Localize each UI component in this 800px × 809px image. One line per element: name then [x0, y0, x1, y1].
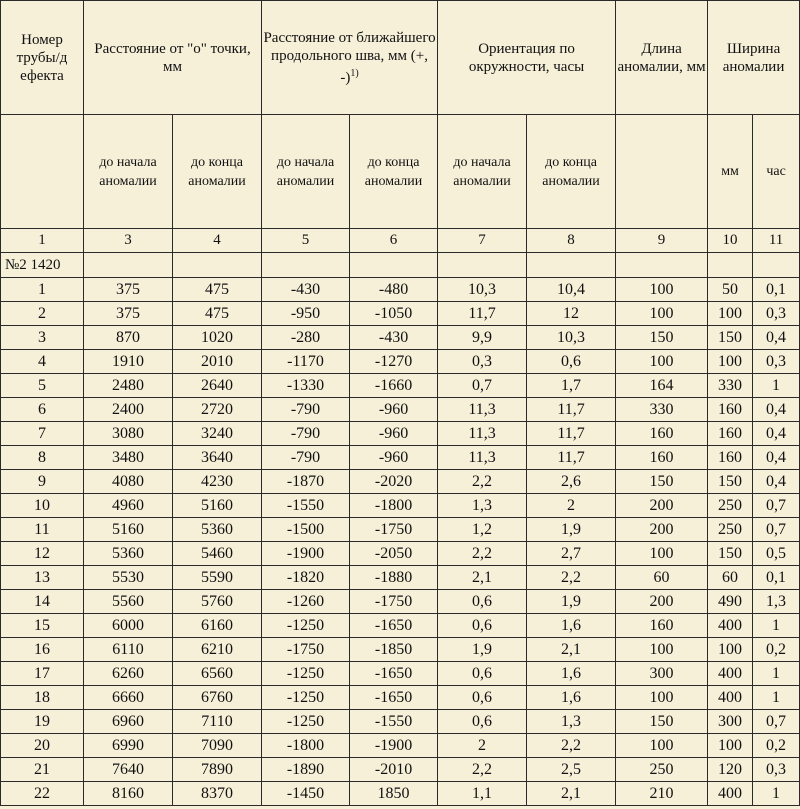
cell-orient-end: 1,7 [527, 374, 616, 398]
cell-width-hour: 0,4 [753, 398, 800, 422]
cell-dist-o-end: 7090 [173, 734, 262, 758]
cell-seam-start: -1450 [262, 782, 350, 806]
cell-length: 100 [616, 278, 708, 302]
table-row [1, 614, 800, 638]
cell-width-hour: 1 [753, 662, 800, 686]
cell-orient-start: 0,6 [438, 662, 527, 686]
cell-width-mm: 330 [708, 374, 753, 398]
cell-seam-start: -1870 [262, 470, 350, 494]
cell-orient-start: 11,3 [438, 398, 527, 422]
cell-dist-o-start: 870 [84, 326, 173, 350]
cell-seam-end: -960 [350, 446, 438, 470]
cell-length: 150 [616, 470, 708, 494]
cell-seam-end: -1650 [350, 614, 438, 638]
cell-orient-start: 11,3 [438, 422, 527, 446]
table-row [1, 638, 800, 662]
header-row-main [1, 1, 800, 115]
cell-width-hour: 0,4 [753, 470, 800, 494]
cell-length: 164 [616, 374, 708, 398]
cell-seam-end: -2050 [350, 542, 438, 566]
table-row [1, 278, 800, 302]
table-row [1, 782, 800, 806]
cell-dist-o-start: 375 [84, 278, 173, 302]
cell-orient-end: 1,9 [527, 518, 616, 542]
cell-dist-o-start: 2400 [84, 398, 173, 422]
cell-width-mm: 150 [708, 326, 753, 350]
cell-dist-o-start: 2480 [84, 374, 173, 398]
cell-length: 60 [616, 566, 708, 590]
cell-dist-o-end: 1020 [173, 326, 262, 350]
cell-orient-start: 0,6 [438, 590, 527, 614]
cell-dist-o-end: 5360 [173, 518, 262, 542]
cell-dist-o-start: 6660 [84, 686, 173, 710]
cell-orient-start: 0,6 [438, 710, 527, 734]
cell-orient-end: 2,7 [527, 542, 616, 566]
cell-seam-start: -430 [262, 278, 350, 302]
cell-orient-start: 10,3 [438, 278, 527, 302]
column-number: 3 [84, 229, 173, 253]
cell-dist-o-end: 6160 [173, 614, 262, 638]
table-row [1, 710, 800, 734]
header-length: Длина аномалии, мм [616, 1, 708, 115]
header-distance-from-o: Расстояние от "о" точки, мм [84, 1, 262, 115]
table-row [1, 590, 800, 614]
table-row [1, 302, 800, 326]
cell-seam-start: -950 [262, 302, 350, 326]
cell-seam-end: -2020 [350, 470, 438, 494]
table-row [1, 494, 800, 518]
subheader-orient-end: до конца аномалии [527, 115, 616, 229]
cell-width-mm: 100 [708, 350, 753, 374]
cell-seam-end: -1750 [350, 590, 438, 614]
cell-defect-no: 8 [1, 446, 84, 470]
cell-defect-no: 7 [1, 422, 84, 446]
cell-orient-start: 0,7 [438, 374, 527, 398]
cell-width-mm: 160 [708, 446, 753, 470]
cell-seam-start: -1250 [262, 662, 350, 686]
cell-dist-o-start: 4080 [84, 470, 173, 494]
cell-dist-o-end: 4230 [173, 470, 262, 494]
cell-defect-no: 10 [1, 494, 84, 518]
cell-dist-o-end: 6760 [173, 686, 262, 710]
cell-seam-end: -960 [350, 398, 438, 422]
cell-width-hour: 0,4 [753, 446, 800, 470]
table-row [1, 470, 800, 494]
cell-defect-no: 13 [1, 566, 84, 590]
cell-width-mm: 400 [708, 614, 753, 638]
cell-seam-start: -1550 [262, 494, 350, 518]
cell-dist-o-start: 6000 [84, 614, 173, 638]
subheader-orient-start: до начала аномалии [438, 115, 527, 229]
cell-dist-o-end: 2640 [173, 374, 262, 398]
subheader-width-hour: час [753, 115, 800, 229]
cell-orient-end: 10,4 [527, 278, 616, 302]
subheader-seam-start: до начала аномалии [262, 115, 350, 229]
cell-width-mm: 250 [708, 518, 753, 542]
cell-length: 100 [616, 542, 708, 566]
table-row [1, 398, 800, 422]
cell-seam-end: -1650 [350, 686, 438, 710]
cell-dist-o-start: 4960 [84, 494, 173, 518]
cell-seam-start: -1800 [262, 734, 350, 758]
cell-width-mm: 400 [708, 782, 753, 806]
cell-orient-end: 1,6 [527, 614, 616, 638]
cell-width-hour: 0,3 [753, 758, 800, 782]
cell-seam-end: -1850 [350, 638, 438, 662]
cell-seam-start: -790 [262, 422, 350, 446]
cell-width-mm: 160 [708, 422, 753, 446]
table-row [1, 662, 800, 686]
cell-width-hour: 1,3 [753, 590, 800, 614]
cell-width-mm: 150 [708, 542, 753, 566]
cell-seam-end: -480 [350, 278, 438, 302]
cell-orient-start: 1,2 [438, 518, 527, 542]
table-row [1, 542, 800, 566]
cell-length: 160 [616, 614, 708, 638]
cell-orient-end: 0,6 [527, 350, 616, 374]
cell-length: 330 [616, 398, 708, 422]
cell-defect-no: 9 [1, 470, 84, 494]
cell-length: 200 [616, 590, 708, 614]
cell-orient-start: 9,9 [438, 326, 527, 350]
cell-width-mm: 100 [708, 734, 753, 758]
cell-length: 210 [616, 782, 708, 806]
cell-defect-no: 16 [1, 638, 84, 662]
cell-orient-end: 2,1 [527, 638, 616, 662]
cell-seam-end: -1900 [350, 734, 438, 758]
column-number: 6 [350, 229, 438, 253]
cell-dist-o-start: 5160 [84, 518, 173, 542]
table-row [1, 566, 800, 590]
cell-length: 100 [616, 686, 708, 710]
cell-seam-end: -1270 [350, 350, 438, 374]
cell-orient-start: 0,6 [438, 614, 527, 638]
cell-orient-end: 1,3 [527, 710, 616, 734]
cell-length: 150 [616, 710, 708, 734]
cell-orient-start: 2,2 [438, 470, 527, 494]
header-row-sub [1, 115, 800, 229]
cell-seam-start: -1250 [262, 614, 350, 638]
cell-defect-no: 20 [1, 734, 84, 758]
table-row [1, 518, 800, 542]
cell-orient-start: 1,3 [438, 494, 527, 518]
subheader-empty-pipe [1, 115, 84, 229]
cell-dist-o-end: 5760 [173, 590, 262, 614]
cell-length: 100 [616, 734, 708, 758]
group-row [1, 253, 800, 278]
cell-orient-start: 2,2 [438, 758, 527, 782]
cell-seam-end: -430 [350, 326, 438, 350]
cell-defect-no: 6 [1, 398, 84, 422]
cell-width-mm: 50 [708, 278, 753, 302]
cell-width-mm: 100 [708, 302, 753, 326]
column-number: 9 [616, 229, 708, 253]
cell-orient-start: 0,6 [438, 686, 527, 710]
cell-dist-o-start: 6960 [84, 710, 173, 734]
subheader-dist-o-start: до начала аномалии [84, 115, 173, 229]
header-distance-from-seam [262, 1, 438, 115]
column-number: 5 [262, 229, 350, 253]
cell-orient-end: 2,5 [527, 758, 616, 782]
cell-length: 200 [616, 494, 708, 518]
cell-seam-start: -1750 [262, 638, 350, 662]
cell-seam-end: -1550 [350, 710, 438, 734]
column-number-row [1, 229, 800, 253]
cell-width-mm: 150 [708, 470, 753, 494]
cell-orient-start: 2,2 [438, 542, 527, 566]
cell-orient-end: 11,7 [527, 422, 616, 446]
cell-width-hour: 0,7 [753, 710, 800, 734]
cell-length: 160 [616, 422, 708, 446]
cell-seam-start: -1820 [262, 566, 350, 590]
cell-defect-no: 22 [1, 782, 84, 806]
header-orientation: Ориентация по окружности, часы [438, 1, 616, 115]
cell-seam-start: -790 [262, 398, 350, 422]
cell-defect-no: 17 [1, 662, 84, 686]
cell-orient-start: 0,3 [438, 350, 527, 374]
cell-defect-no: 3 [1, 326, 84, 350]
cell-seam-end: 1850 [350, 782, 438, 806]
cell-orient-end: 11,7 [527, 398, 616, 422]
cell-dist-o-end: 5590 [173, 566, 262, 590]
subheader-width-mm: мм [708, 115, 753, 229]
cell-orient-start: 11,3 [438, 446, 527, 470]
cell-width-hour: 0,4 [753, 422, 800, 446]
cell-dist-o-end: 6210 [173, 638, 262, 662]
cell-dist-o-start: 6110 [84, 638, 173, 662]
footnote-marker: 1) [350, 67, 359, 79]
table-row [1, 326, 800, 350]
cell-width-hour: 0,7 [753, 518, 800, 542]
column-number: 1 [1, 229, 84, 253]
cell-defect-no: 19 [1, 710, 84, 734]
cell-length: 160 [616, 446, 708, 470]
cell-orient-end: 1,6 [527, 686, 616, 710]
cell-width-hour: 0,2 [753, 734, 800, 758]
cell-defect-no: 1 [1, 278, 84, 302]
table-row [1, 686, 800, 710]
cell-width-hour: 0,7 [753, 494, 800, 518]
subheader-dist-o-end: до конца аномалии [173, 115, 262, 229]
cell-defect-no: 12 [1, 542, 84, 566]
cell-seam-start: -1250 [262, 686, 350, 710]
cell-width-mm: 300 [708, 710, 753, 734]
column-number: 11 [753, 229, 800, 253]
cell-seam-start: -280 [262, 326, 350, 350]
cell-defect-no: 18 [1, 686, 84, 710]
cell-seam-end: -1650 [350, 662, 438, 686]
cell-dist-o-start: 5530 [84, 566, 173, 590]
cell-width-hour: 0,2 [753, 638, 800, 662]
cell-orient-end: 2,1 [527, 782, 616, 806]
cell-dist-o-end: 2720 [173, 398, 262, 422]
cell-dist-o-start: 5560 [84, 590, 173, 614]
cell-seam-start: -1500 [262, 518, 350, 542]
cell-dist-o-end: 3240 [173, 422, 262, 446]
cell-dist-o-start: 6990 [84, 734, 173, 758]
cell-width-hour: 0,1 [753, 278, 800, 302]
header-pipe-no: Номер трубы/д ефекта [1, 1, 84, 115]
cell-seam-end: -1880 [350, 566, 438, 590]
cell-seam-start: -1330 [262, 374, 350, 398]
cell-defect-no: 5 [1, 374, 84, 398]
cell-width-hour: 1 [753, 686, 800, 710]
column-number: 8 [527, 229, 616, 253]
cell-orient-end: 10,3 [527, 326, 616, 350]
cell-defect-no: 11 [1, 518, 84, 542]
cell-orient-end: 2,6 [527, 470, 616, 494]
cell-seam-start: -1170 [262, 350, 350, 374]
cell-width-hour: 1 [753, 782, 800, 806]
cell-dist-o-start: 1910 [84, 350, 173, 374]
cell-orient-start: 2,1 [438, 566, 527, 590]
cell-width-mm: 160 [708, 398, 753, 422]
cell-dist-o-start: 3480 [84, 446, 173, 470]
table-row [1, 734, 800, 758]
cell-defect-no: 14 [1, 590, 84, 614]
cell-width-hour: 0,3 [753, 302, 800, 326]
header-distance-from-seam-text: Расстояние от ближайшего продольного шва, мм (+, -) [263, 29, 436, 86]
cell-seam-end: -1750 [350, 518, 438, 542]
table-row [1, 758, 800, 782]
table-row [1, 350, 800, 374]
cell-dist-o-end: 5160 [173, 494, 262, 518]
column-number: 4 [173, 229, 262, 253]
cell-dist-o-end: 5460 [173, 542, 262, 566]
cell-orient-end: 1,9 [527, 590, 616, 614]
cell-orient-end: 2,2 [527, 566, 616, 590]
cell-width-mm: 490 [708, 590, 753, 614]
cell-dist-o-end: 2010 [173, 350, 262, 374]
cell-length: 200 [616, 518, 708, 542]
table-row [1, 446, 800, 470]
cell-dist-o-end: 7890 [173, 758, 262, 782]
cell-width-mm: 400 [708, 662, 753, 686]
subheader-seam-end: до конца аномалии [350, 115, 438, 229]
cell-seam-start: -790 [262, 446, 350, 470]
cell-width-mm: 60 [708, 566, 753, 590]
cell-seam-end: -960 [350, 422, 438, 446]
cell-dist-o-end: 3640 [173, 446, 262, 470]
cell-dist-o-end: 8370 [173, 782, 262, 806]
cell-width-mm: 250 [708, 494, 753, 518]
cell-dist-o-end: 6560 [173, 662, 262, 686]
cell-seam-end: -1800 [350, 494, 438, 518]
cell-orient-end: 12 [527, 302, 616, 326]
cell-seam-end: -1050 [350, 302, 438, 326]
cell-orient-start: 1,9 [438, 638, 527, 662]
cell-length: 150 [616, 326, 708, 350]
group-label: №2 1420 [1, 253, 84, 278]
cell-width-mm: 120 [708, 758, 753, 782]
cell-dist-o-start: 3080 [84, 422, 173, 446]
cell-orient-start: 11,7 [438, 302, 527, 326]
cell-dist-o-end: 7110 [173, 710, 262, 734]
cell-orient-start: 2 [438, 734, 527, 758]
cell-defect-no: 2 [1, 302, 84, 326]
cell-dist-o-end: 475 [173, 278, 262, 302]
cell-orient-end: 1,6 [527, 662, 616, 686]
cell-width-hour: 0,4 [753, 326, 800, 350]
cell-orient-end: 2,2 [527, 734, 616, 758]
subheader-empty-length [616, 115, 708, 229]
cell-dist-o-start: 8160 [84, 782, 173, 806]
table-row [1, 422, 800, 446]
cell-width-mm: 100 [708, 638, 753, 662]
cell-length: 300 [616, 662, 708, 686]
column-number: 10 [708, 229, 753, 253]
cell-orient-end: 11,7 [527, 446, 616, 470]
cell-defect-no: 4 [1, 350, 84, 374]
cell-seam-start: -1890 [262, 758, 350, 782]
cell-seam-end: -1660 [350, 374, 438, 398]
cell-length: 100 [616, 302, 708, 326]
cell-seam-start: -1260 [262, 590, 350, 614]
cell-width-hour: 1 [753, 374, 800, 398]
table-row [1, 374, 800, 398]
cell-dist-o-start: 5360 [84, 542, 173, 566]
cell-defect-no: 21 [1, 758, 84, 782]
cell-defect-no: 15 [1, 614, 84, 638]
cell-seam-start: -1900 [262, 542, 350, 566]
cell-length: 250 [616, 758, 708, 782]
column-number: 7 [438, 229, 527, 253]
cell-length: 100 [616, 638, 708, 662]
cell-orient-end: 2 [527, 494, 616, 518]
cell-width-mm: 400 [708, 686, 753, 710]
cell-length: 100 [616, 350, 708, 374]
cell-dist-o-start: 6260 [84, 662, 173, 686]
header-width: Ширина аномалии [708, 1, 800, 115]
cell-width-hour: 0,5 [753, 542, 800, 566]
cell-width-hour: 1 [753, 614, 800, 638]
cell-seam-end: -2010 [350, 758, 438, 782]
cell-seam-start: -1250 [262, 710, 350, 734]
cell-width-hour: 0,1 [753, 566, 800, 590]
cell-width-hour: 0,3 [753, 350, 800, 374]
cell-dist-o-start: 375 [84, 302, 173, 326]
cell-dist-o-end: 475 [173, 302, 262, 326]
cell-dist-o-start: 7640 [84, 758, 173, 782]
cell-orient-start: 1,1 [438, 782, 527, 806]
table-body [1, 278, 800, 806]
